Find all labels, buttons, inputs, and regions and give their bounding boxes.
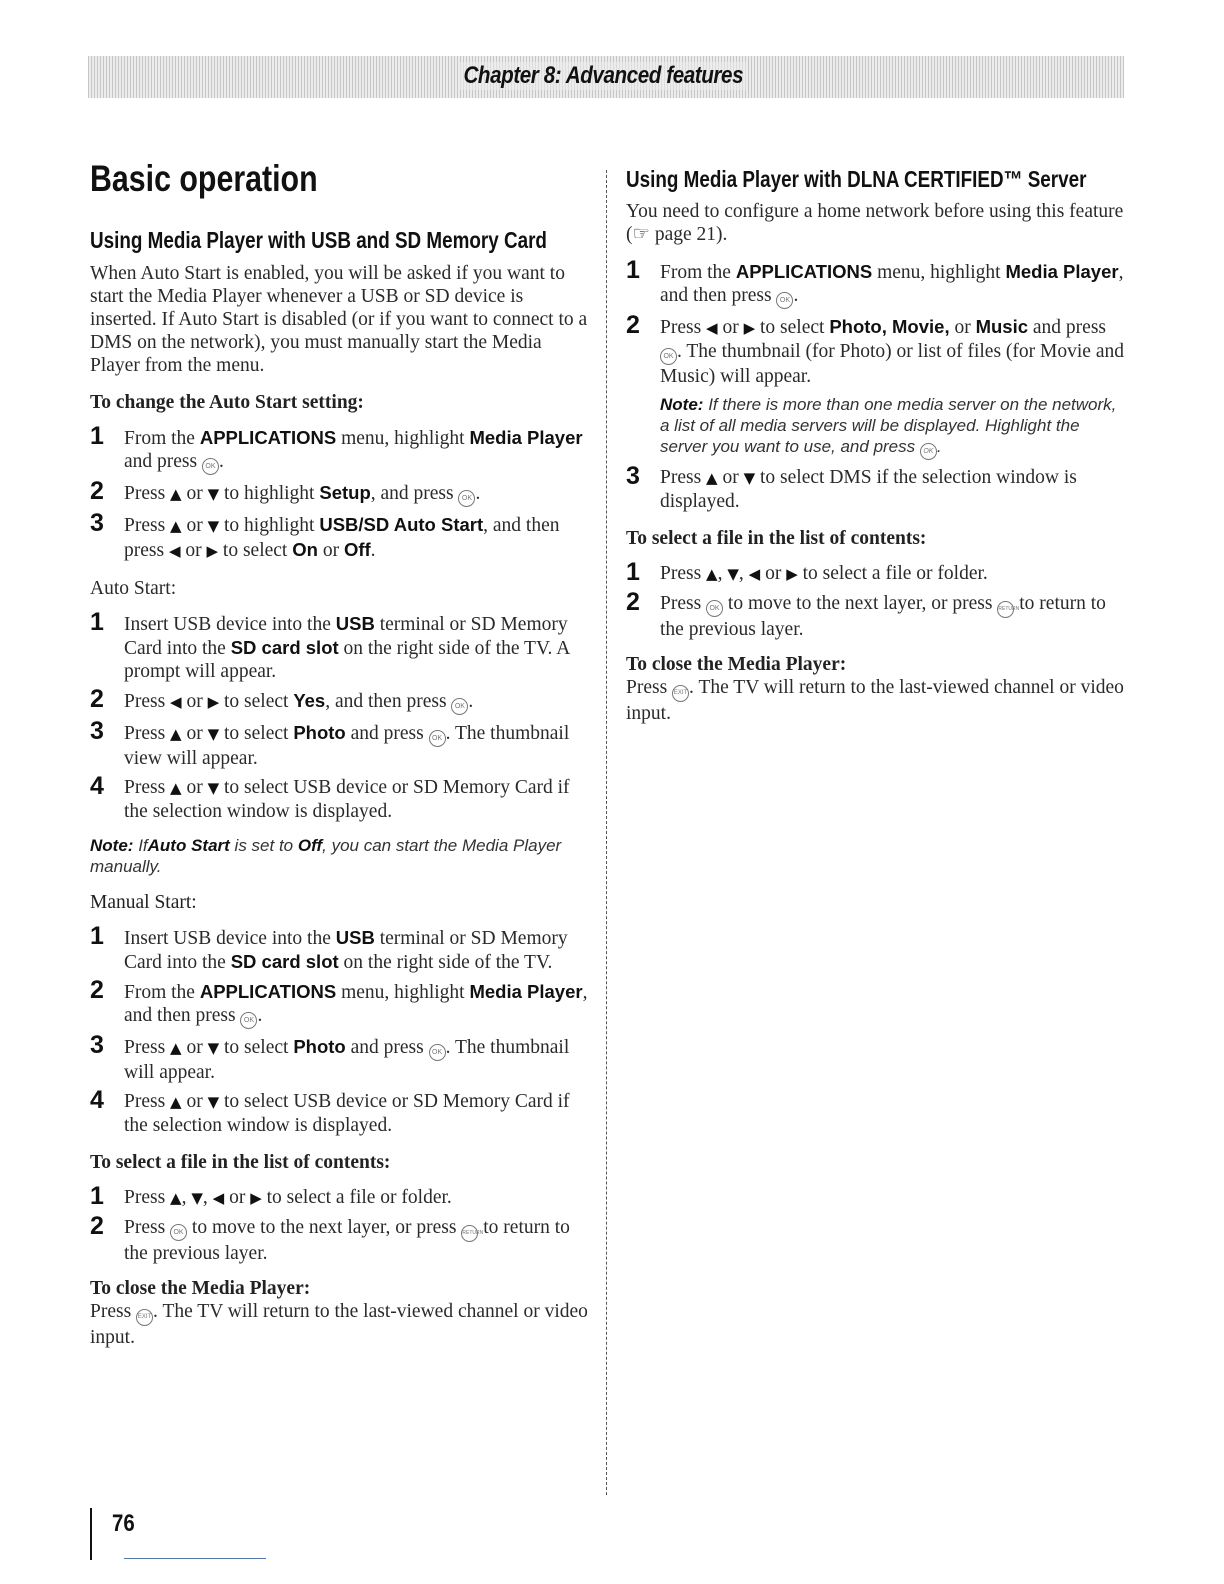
right-section-heading: Using Media Player with DLNA CERTIFIED™ Server [626, 166, 1087, 192]
down-arrow-icon: ▼ [743, 469, 756, 487]
ok-button-icon: OK [240, 1012, 257, 1029]
down-arrow-icon: ▼ [207, 725, 220, 743]
dlna-note: Note: If there is more than one media server on the network, a list of all media servers will be displayed. Highlight the server you want to use, and press OK . [626, 394, 1124, 460]
up-arrow-icon: ▲ [170, 517, 182, 535]
up-arrow-icon: ▲ [706, 565, 718, 583]
right-close-heading: To close the Media Player: [626, 654, 847, 675]
left-select-step-2: 2 Press OK to move to the next layer, or press RETURN to return to the previous layer. [90, 1212, 570, 1264]
auto-step-2: 2 Press ◀ or ▶ to select Yes, and then press OK . [90, 685, 474, 713]
ok-button-icon: OK [458, 490, 475, 507]
change-auto-start-heading: To change the Auto Start setting: [90, 392, 364, 413]
up-arrow-icon: ▲ [170, 725, 182, 743]
down-arrow-icon: ▼ [207, 779, 220, 797]
auto-step-3: 3 Press ▲ or ▼ to select Photo and press OK . The thumbnail view will appear. [90, 717, 570, 769]
ok-button-icon: OK [920, 443, 937, 460]
left-arrow-icon: ◀ [212, 1189, 225, 1207]
down-arrow-icon: ▼ [207, 1039, 220, 1057]
down-arrow-icon: ▼ [207, 517, 220, 535]
right-select-file-heading: To select a file in the list of contents: [626, 528, 927, 549]
up-arrow-icon: ▲ [170, 1039, 182, 1057]
right-arrow-icon: ▶ [250, 1189, 262, 1207]
ok-button-icon: OK [706, 600, 723, 617]
left-select-step-1: 1 Press ▲, ▼, ◀ or ▶ to select a file or folder. [90, 1182, 452, 1210]
auto-step-4: 4 Press ▲ or ▼ to select USB device or SD Memory Card if the selection window is displayed. [90, 772, 570, 822]
left-select-file-heading: To select a file in the list of contents: [90, 1152, 391, 1173]
right-arrow-icon: ▶ [206, 542, 219, 560]
footer-rule [124, 1558, 266, 1559]
down-arrow-icon: ▼ [727, 565, 739, 583]
right-intro: You need to configure a home network before using this feature (☞ page 21). [626, 201, 1124, 245]
exit-button-icon: EXIT [136, 1309, 153, 1326]
down-arrow-icon: ▼ [207, 485, 220, 503]
manual-step-1: 1 Insert USB device into the USB terminal or SD Memory Card into the SD card slot on the right side of the TV. [90, 922, 568, 973]
ok-button-icon: OK [202, 458, 219, 475]
right-select-step-2: 2 Press OK to move to the next layer, or press RETURN to return to the previous layer. [626, 588, 1106, 640]
up-arrow-icon: ▲ [170, 1093, 182, 1111]
up-arrow-icon: ▲ [170, 1189, 182, 1207]
change-step-1: 1 From the APPLICATIONS menu, highlight Media Player and press OK . [90, 426, 588, 475]
chapter-title: Chapter 8: Advanced features [460, 62, 747, 90]
left-arrow-icon: ◀ [168, 542, 181, 560]
up-arrow-icon: ▲ [170, 485, 182, 503]
left-column-body [90, 262, 588, 1349]
auto-step-1: 1 Insert USB device into the USB terminal or SD Memory Card into the SD card slot on the right side of the TV. A prompt will appear. [90, 608, 570, 682]
exit-button-icon: EXIT [672, 685, 689, 702]
dlna-step-1: 1 From the APPLICATIONS menu, highlight Media Player, and then press OK . [626, 260, 1124, 309]
auto-start-heading: Auto Start: [90, 578, 177, 599]
manual-step-2: 2 From the APPLICATIONS menu, highlight Media Player, and then press OK . [90, 980, 588, 1029]
right-arrow-icon: ▶ [743, 319, 756, 337]
page-number: 76 [112, 1510, 135, 1537]
down-arrow-icon: ▼ [191, 1189, 203, 1207]
right-column-body [626, 200, 1124, 725]
change-step-3: 3 Press ▲ or ▼ to highlight USB/SD Auto Start, and then press ◀ or ▶ to select On or Off. [90, 509, 560, 561]
manual-start-heading: Manual Start: [90, 892, 197, 913]
page-title: Basic operation [90, 158, 318, 199]
change-step-2: 2 Press ▲ or ▼ to highlight Setup, and press OK . [90, 477, 481, 505]
up-arrow-icon: ▲ [706, 469, 718, 487]
left-section-heading: Using Media Player with USB and SD Memory Card [90, 227, 547, 253]
ok-button-icon: OK [660, 348, 677, 365]
left-intro: When Auto Start is enabled, you will be asked if you want to start the Media Player whenever a USB or SD device is inserted. If Auto Start is disabled (or if you want to connect to a DMS on the network), you must manually start the Media Player from the menu. [90, 263, 588, 376]
ok-button-icon: OK [776, 292, 793, 309]
right-arrow-icon: ▶ [786, 565, 798, 583]
manual-step-3: 3 Press ▲ or ▼ to select Photo and press OK . The thumbnail will appear. [90, 1031, 570, 1083]
down-arrow-icon: ▼ [207, 1093, 220, 1111]
left-close-heading: To close the Media Player: [90, 1278, 311, 1299]
ok-button-icon: OK [429, 730, 446, 747]
left-arrow-icon: ◀ [706, 319, 718, 337]
return-button-icon: RETURN [461, 1225, 478, 1242]
right-close-text: Press EXIT. The TV will return to the last-viewed channel or video input. [626, 677, 1124, 724]
footer-bar [90, 1508, 92, 1560]
ok-button-icon: OK [170, 1224, 187, 1241]
ok-button-icon: OK [429, 1044, 446, 1061]
dlna-step-2: 2 Press ◀ or ▶ to select Photo, Movie, or Music and press OK . The thumbnail (for Photo) or list of files (for Movie and Music) will appear. [626, 311, 1124, 387]
right-arrow-icon: ▶ [207, 693, 220, 711]
manual-step-4: 4 Press ▲ or ▼ to select USB device or SD Memory Card if the selection window is displayed. [90, 1086, 570, 1136]
ok-button-icon: OK [451, 698, 468, 715]
left-arrow-icon: ◀ [170, 693, 182, 711]
auto-start-note: Note: IfAuto Start is set to Off, you can start the Media Player manually. [90, 836, 562, 876]
right-select-step-1: 1 Press ▲, ▼, ◀ or ▶ to select a file or folder. [626, 558, 988, 586]
return-button-icon: RETURN [997, 601, 1014, 618]
up-arrow-icon: ▲ [170, 779, 182, 797]
left-close-text: Press EXIT. The TV will return to the last-viewed channel or video input. [90, 1301, 588, 1348]
dlna-step-3: 3 Press ▲ or ▼ to select DMS if the selection window is displayed. [626, 462, 1077, 512]
column-divider [606, 170, 607, 1495]
left-arrow-icon: ◀ [748, 565, 761, 583]
